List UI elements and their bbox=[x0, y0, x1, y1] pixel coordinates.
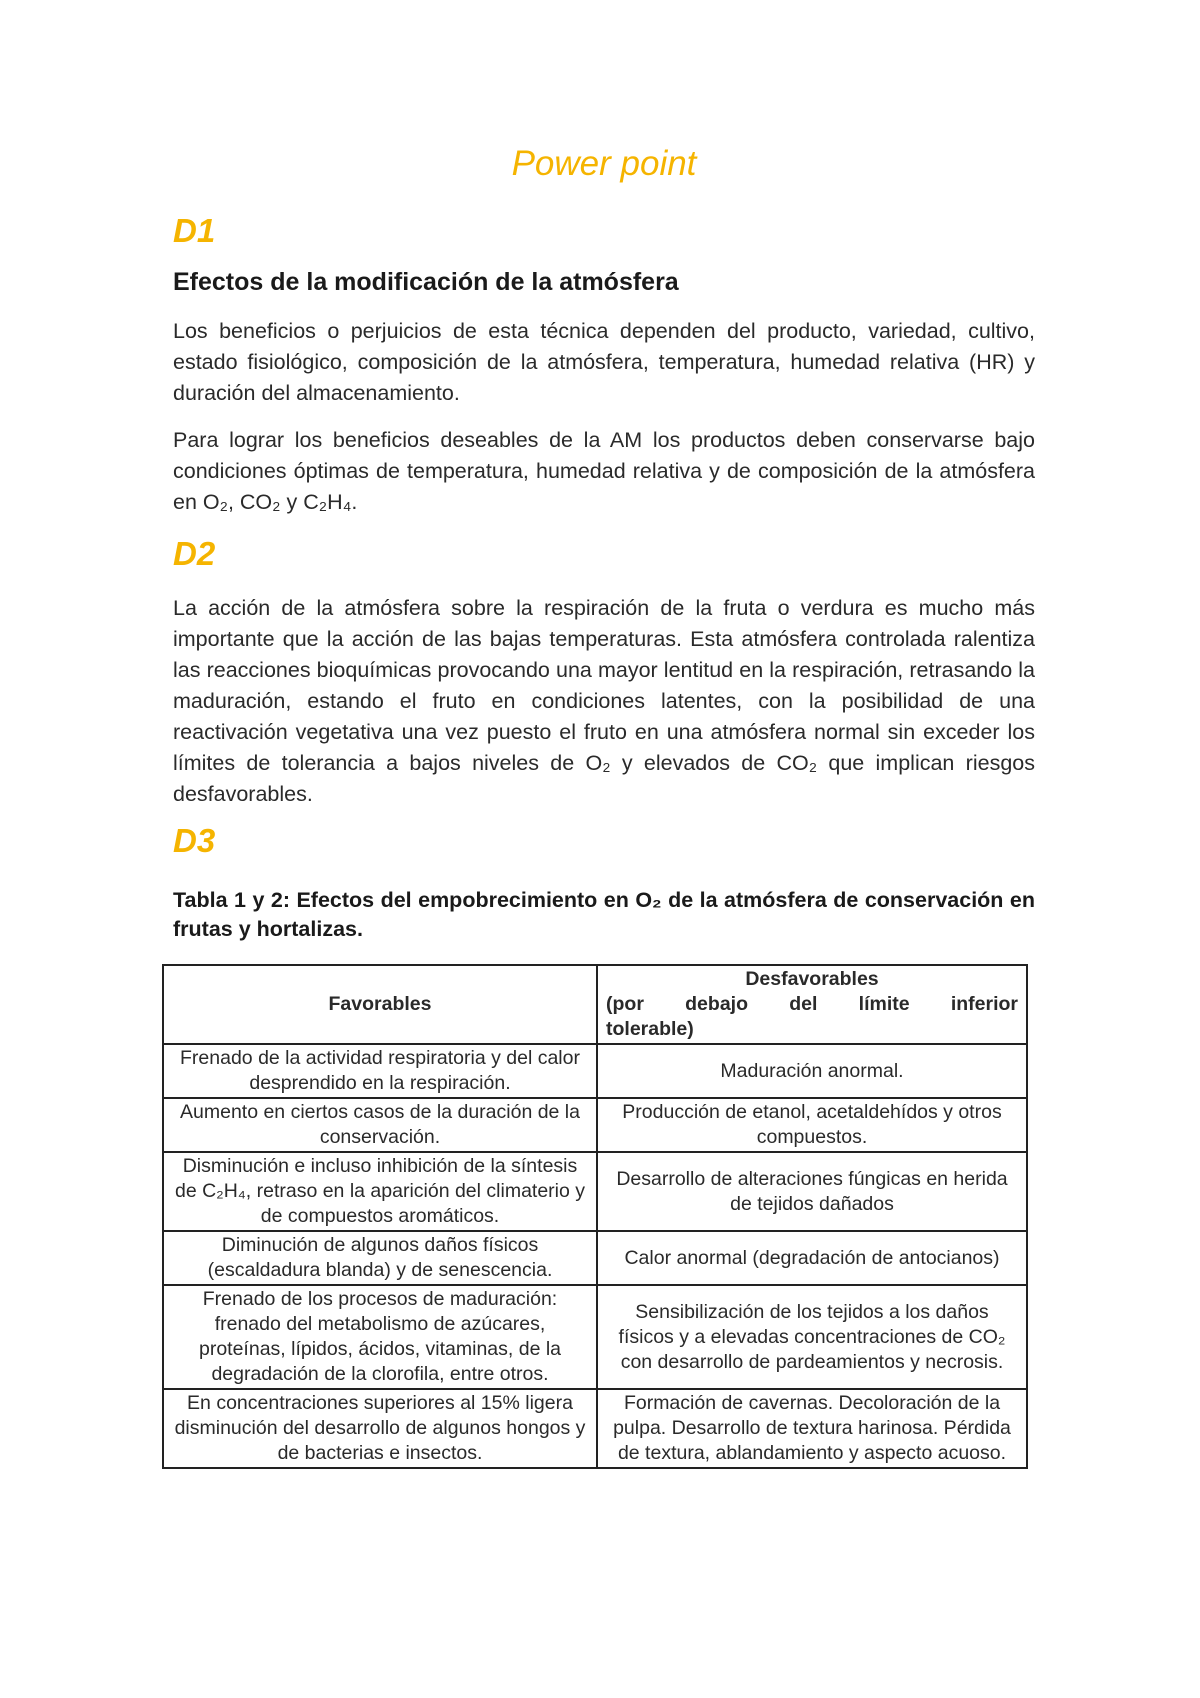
section-heading-d3: D3 bbox=[173, 822, 216, 859]
header-desfavorables-title: Desfavorables bbox=[745, 968, 879, 990]
cell-favorable: Aumento en ciertos casos de la duración de la conservación. bbox=[163, 1098, 597, 1152]
table-row bbox=[163, 1152, 1027, 1231]
table-row bbox=[163, 1285, 1027, 1389]
cell-desfavorable: Sensibilización de los tejidos a los daños físicos y a elevadas concentraciones de CO₂ con desarrollo de pardeamientos y necrosis. bbox=[597, 1285, 1027, 1389]
table-header-row bbox=[163, 965, 1027, 1044]
table-caption: Tabla 1 y 2: Efectos del empobrecimiento en O₂ de la atmósfera de conservación en frutas y hortalizas. bbox=[173, 888, 1035, 941]
cell-desfavorable: Formación de cavernas. Decoloración de la pulpa. Desarrollo de textura harinosa. Pérdida de textura, ablandamiento y aspecto acuoso. bbox=[597, 1389, 1027, 1468]
cell-desfavorable: Maduración anormal. bbox=[597, 1044, 1027, 1098]
cell-desfavorable: Producción de etanol, acetaldehídos y otros compuestos. bbox=[597, 1098, 1027, 1152]
table-row bbox=[163, 1231, 1027, 1285]
header-desfavorables-note bbox=[606, 992, 1018, 1017]
cell-favorable: Diminución de algunos daños físicos (escaldadura blanda) y de senescencia. bbox=[163, 1231, 597, 1285]
table-row bbox=[163, 1098, 1027, 1152]
cell-favorable: Disminución e incluso inhibición de la síntesis de C₂H₄, retraso en la aparición del climaterio y de compuestos aromáticos. bbox=[163, 1152, 597, 1231]
header-note-words: (por debajo del límite inferior bbox=[606, 993, 1018, 1015]
cell-favorable: En concentraciones superiores al 15% ligera disminución del desarrollo de algunos hongos y de bacterias e insectos. bbox=[163, 1389, 597, 1468]
table-body bbox=[163, 1044, 1027, 1468]
section-heading-d1: D1 bbox=[173, 212, 216, 249]
cell-desfavorable: Calor anormal (degradación de antocianos) bbox=[597, 1231, 1027, 1285]
paragraph-d1-1: Los beneficios o perjuicios de esta técnica dependen del producto, variedad, cultivo, estado fisiológico, composición de la atmósfera, temperatura, humedad relativa (HR) y duración del almacenamiento. bbox=[173, 319, 1035, 405]
effects-table bbox=[162, 964, 1028, 1469]
table-row bbox=[163, 1044, 1027, 1098]
section-heading-d2: D2 bbox=[173, 535, 216, 572]
document-title: Power point bbox=[511, 144, 697, 183]
table-row bbox=[163, 1389, 1027, 1468]
section-subheading: Efectos de la modificación de la atmósfera bbox=[173, 268, 679, 296]
header-favorables: Favorables bbox=[163, 965, 597, 1044]
paragraph-d1-2: Para lograr los beneficios deseables de la AM los productos deben conservarse bajo condiciones óptimas de temperatura, humedad relativa y de composición de la atmósfera en O₂, CO₂ y C₂H₄. bbox=[173, 428, 1035, 514]
header-desfavorables bbox=[597, 965, 1027, 1044]
cell-favorable: Frenado de los procesos de maduración: frenado del metabolismo de azúcares, proteínas, lípidos, ácidos, vitaminas, de la degradación de la clorofila, entre otros. bbox=[163, 1285, 597, 1389]
paragraph-d2: La acción de la atmósfera sobre la respiración de la fruta o verdura es mucho más importante que la acción de las bajas temperaturas. Esta atmósfera controlada ralentiza las reacciones bioquímicas provocando una mayor lentitud en la respiración, retrasando la maduración, estando el fruto en condiciones latentes, con la posibilidad de una reactivación vegetativa una vez puesto el fruto en una atmósfera normal sin exceder los límites de tolerancia a bajos niveles de O₂ y elevados de CO₂ que implican riesgos desfavorables. bbox=[173, 596, 1035, 806]
cell-desfavorable: Desarrollo de alteraciones fúngicas en herida de tejidos dañados bbox=[597, 1152, 1027, 1231]
header-desfavorables-note-end: tolerable) bbox=[606, 1018, 694, 1040]
cell-favorable: Frenado de la actividad respiratoria y del calor desprendido en la respiración. bbox=[163, 1044, 597, 1098]
